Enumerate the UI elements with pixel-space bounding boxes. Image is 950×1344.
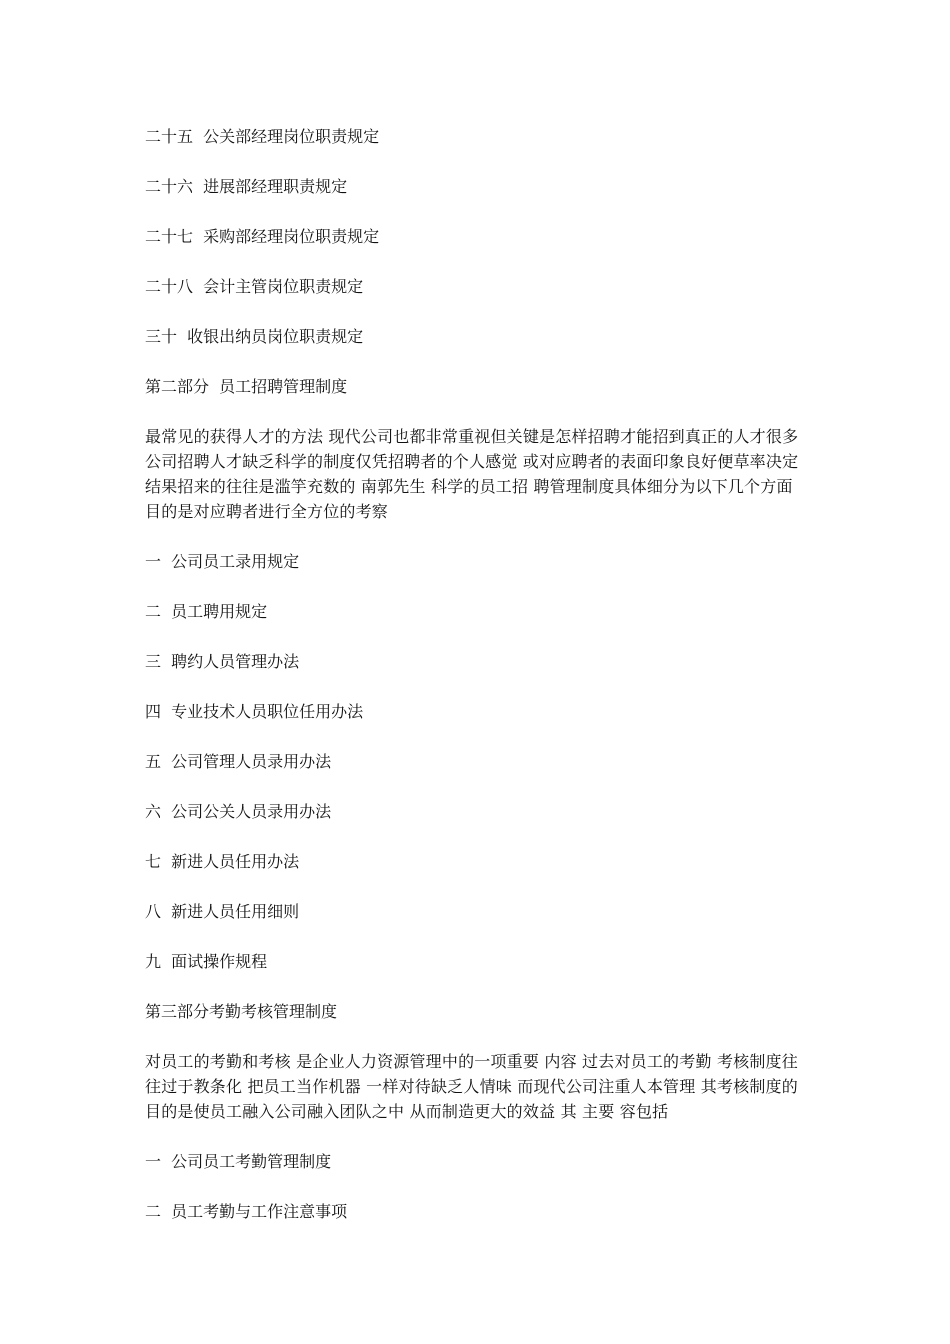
paragraph-part2-intro: 最常见的获得人才的方法 现代公司也都非常重视但关键是怎样招聘才能招到真正的人才很多公司招聘人才缺乏科学的制度仅凭招聘者的个人感觉 或对应聘者的表面印象良好便草率决定结果招来的往往是滥竽充数的 南郭先生 科学的员工招 聘管理制度具体细分为以下几个方面 目的是对应聘者进行全方位的考察	[145, 427, 799, 521]
list-item: 二 员工聘用规定	[145, 602, 268, 621]
list-item: 二十七 采购部经理岗位职责规定	[145, 227, 380, 246]
list-item: 六 公司公关人员录用办法	[145, 802, 332, 821]
list-item: 八 新进人员任用细则	[145, 902, 300, 921]
section-heading-part3: 第三部分考勤考核管理制度	[145, 1002, 338, 1021]
list-item: 二十八 会计主管岗位职责规定	[145, 277, 364, 296]
list-item: 三 聘约人员管理办法	[145, 652, 300, 671]
list-item: 九 面试操作规程	[145, 952, 268, 971]
list-item: 一 公司员工考勤管理制度	[145, 1152, 332, 1171]
list-item: 五 公司管理人员录用办法	[145, 752, 332, 771]
list-item: 七 新进人员任用办法	[145, 852, 300, 871]
list-item: 二十六 进展部经理职责规定	[145, 177, 348, 196]
list-item: 一 公司员工录用规定	[145, 552, 300, 571]
list-item: 四 专业技术人员职位任用办法	[145, 702, 364, 721]
paragraph-part3-intro: 对员工的考勤和考核 是企业人力资源管理中的一项重要 内容 过去对员工的考勤 考核制度往往过于教条化 把员工当作机器 一样对待缺乏人情味 而现代公司注重人本管理 其考核制度的 目的是使员工融入公司融入团队之中 从而制造更大的效益 其 主要 容包括	[145, 1052, 798, 1121]
document-page	[145, 124, 810, 1249]
list-item: 二十五 公关部经理岗位职责规定	[145, 127, 380, 146]
list-item: 二 员工考勤与工作注意事项	[145, 1202, 348, 1221]
section-heading-part2: 第二部分 员工招聘管理制度	[145, 377, 348, 396]
list-item: 三十 收银出纳员岗位职责规定	[145, 327, 364, 346]
